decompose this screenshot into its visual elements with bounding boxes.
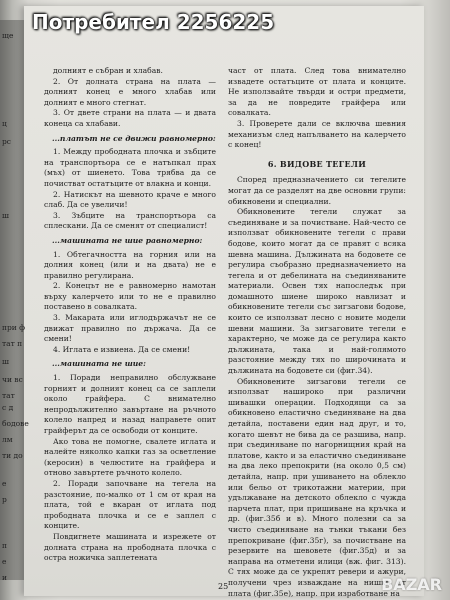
paragraph: 2. Поради започване на тегела на разстояние, по-малко от 1 см от края на плата, той е вкаран от иглата под прободната плочка и се е заплел с конците.: [44, 478, 216, 531]
previous-page-fragment: и: [2, 573, 7, 582]
previous-page-fragment: ц: [2, 119, 7, 128]
paragraph: Според предназначението си тегелите могат да се разделят на две основни групи: обикновени и специални.: [228, 175, 406, 206]
previous-page-fragment: п: [2, 541, 7, 550]
paragraph: 1. Обтегачността на горния или на долния конец (или и на двата) не е правилно регулирана.: [44, 249, 216, 280]
subsection-heading: ...машината не шие равномерно:: [52, 235, 203, 245]
bazar-watermark: BAZAR: [381, 575, 442, 594]
section-title: 6. ВИДОВЕ ТЕГЕЛИ: [267, 158, 367, 169]
right-text-column: [228, 66, 406, 599]
paragraph: долният е събран и хлабав.: [53, 66, 163, 75]
previous-page-fragment: pc: [2, 137, 12, 146]
seller-name: Потребител 2256225: [32, 10, 275, 34]
previous-page-fragment: ш: [2, 357, 9, 366]
previous-page-fragment: лм: [2, 435, 13, 444]
previous-page-fragment: е: [2, 557, 7, 566]
paragraph: 1. Поради неправилно обслужване горният и долният конец са се заплели около грайфера. С внимателно непродължително завъртане на ръчното колело напред и назад направете опит грайферът да се освободи от конците.: [44, 373, 216, 435]
previous-page-fragment: р: [2, 495, 7, 504]
paragraph: 3. От двете страни на плата — и двата конеца са хлабави.: [44, 108, 216, 128]
previous-page-fragment: ш: [2, 211, 9, 220]
subsection-heading: ...машината не шие:: [52, 359, 146, 369]
previous-page-fragment: ти до: [2, 451, 23, 460]
paragraph: 3. Макарата или иглодържачът не се движат правилно по държача. Да се смени!: [44, 313, 216, 344]
paragraph: Ако това не помогне, свалете иглата и налейте няколко капки газ за осветление (керосин) в челюстите на грайфера и отново завъртете ръчното колело.: [44, 436, 216, 478]
paragraph: 2. От долната страна на плата — долният конец е много хлабав или долният е много стегнат.: [44, 76, 216, 107]
paragraph: Обикновените тегели служат за съединяване и за почистване. Най-често се използват обикновените тегели с прави бодове, които могат да се правят с всяка шевна машина. Дължината на бодовете се регулира съобразно предназначението на тегела и от дебелината на съединяваните материали. Освен тях напоследък при домашното шиене широко навлизат и обикновените тегели със зигзагови бодове, които се използват лесно с новите модели шевни машини. За зигзаговите тегели е характерно, че може да се регулира както дължината, така и най-голямото разстояние между тях по широчината и дължината на бодовете си (фиг.34).: [228, 207, 406, 376]
left-text-column: [44, 66, 216, 564]
subsection-heading: ...платът не се движи равномерно:: [52, 133, 216, 143]
paragraph: 3. Зъбците на транспортьора са сплескани. Да се сменят от специалист!: [44, 210, 216, 231]
paragraph: част от плата. След това внимателно извадете остатъците от плата и конците. Не използвайте твърди и остри предмети, за да не повредите грайфера или совалката.: [228, 66, 406, 118]
paragraph: 1. Между прободната плочка и зъбците на транспортьора се е натъпкал прах (мъх) от шиенето. Това трябва да се почистват остатъците от влакна и конци.: [44, 147, 216, 188]
paragraph: Повдигнете машината и изрежете от долната страна на прободната плочка с остра ножичка заплетената: [44, 531, 216, 563]
previous-page-fragment: при ф: [2, 323, 26, 332]
previous-page-fragment: бодове: [2, 419, 29, 428]
previous-page-fragment: тат п: [2, 339, 23, 348]
paragraph: 2. Натискът на шевното краче е много слаб. Да се увеличи!: [44, 189, 216, 210]
seller-banner: [0, 0, 450, 42]
paragraph: 3. Проверете дали се включва шевния механизъм след напълването на калерчето с конец!: [228, 118, 406, 150]
paragraph: 2. Конецът не е равномерно намотан върху калерчето или то не е правилно поставено в совалката.: [44, 281, 216, 312]
previous-page-fragment: чи вс: [2, 375, 23, 384]
paragraph: 4. Иглата е извиена. Да се смени!: [53, 344, 191, 354]
previous-page-fragment: тат: [2, 391, 15, 400]
previous-page-fragment: ще: [2, 31, 14, 40]
previous-page-fragment: е: [2, 479, 7, 488]
page-number: 25: [218, 582, 229, 591]
previous-page-fragment: с д: [2, 403, 14, 412]
paragraph: Обикновените зигзагови тегели се използват нашироко при различни шивашки операции. Подходящи са за обикновено еластично съединяване на два детайла, поставени един над друг, и то, когато шевът не бива да се разшива, напр. при съединяване по нагорнищния край на платове, както и за еластично съединяване на два леко препокрити (на около 0,5 см) детайла, напр. при ушиването на облекло или бельо от трикотажни материи, при удължаване на детското облекло с чужда парчета плат, при пришиване на кръчка и др. (фиг.35б и в). Много полезни са за чисто съединяване на тънки тъкани без препокриване (фиг.35г), за почистване на резервите на шевовете (фиг.35д) и за направа на отметени илици (вж. фиг. 313). С тях може да се укрепят ревери и ажури, получени чрез изваждане на нишки от плата (фиг.35е), напр. при изработване на: [228, 376, 406, 598]
